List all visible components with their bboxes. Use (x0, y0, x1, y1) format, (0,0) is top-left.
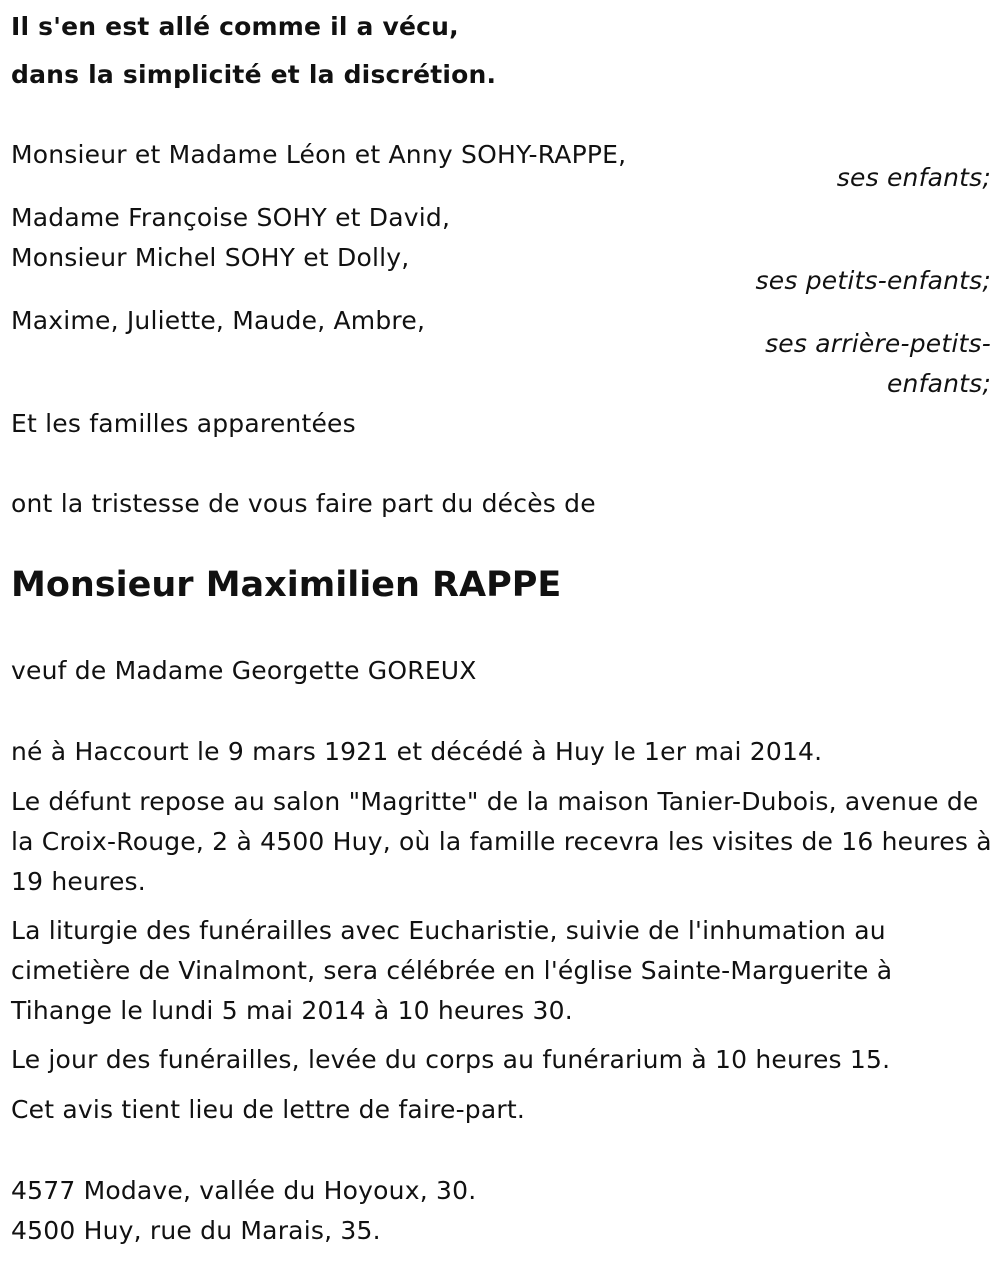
address-1: 4577 Modave, vallée du Hoyoux, 30. (11, 1176, 477, 1205)
great-grandchildren-role-line-2: enfants; (886, 369, 991, 398)
procession-info: Le jour des funérailles, levée du corps au funérarium à 10 heures 15. (11, 1045, 891, 1074)
deceased-name: Monsieur Maximilien RAPPE (11, 565, 562, 605)
notice-text: Cet avis tient lieu de lettre de faire-part. (11, 1095, 526, 1124)
children-names: Monsieur et Madame Léon et Anny SOHY-RAPPE, (11, 140, 627, 169)
related-families: Et les familles apparentées (11, 409, 356, 438)
children-role: ses enfants; (836, 163, 991, 192)
liturgy-paragraph: La liturgie des funérailles avec Eucharistie, suivie de l'inhumation au cimetière de Vinalmont, sera célébrée en l'église Sainte-Marguerite à Tihange le lundi 5 mai 2014 à 10 heures 30. (11, 916, 893, 1025)
great-grandchildren-names: Maxime, Juliette, Maude, Ambre, (11, 306, 426, 335)
widower-of: veuf de Madame Georgette GOREUX (11, 656, 477, 685)
birth-death-info: né à Haccourt le 9 mars 1921 et décédé à Huy le 1er mai 2014. (11, 737, 823, 766)
repose-paragraph: Le défunt repose au salon "Magritte" de la maison Tanier-Dubois, avenue de la Croix-Rouge, 2 à 4500 Huy, où la famille recevra les visites de 16 heures à 19 heures. (11, 787, 992, 896)
epigraph-line-1: Il s'en est allé comme il a vécu, (11, 12, 459, 41)
epigraph-line-2: dans la simplicité et la discrétion. (11, 60, 497, 89)
address-2: 4500 Huy, rue du Marais, 35. (11, 1216, 381, 1245)
announcement-intro: ont la tristesse de vous faire part du décès de (11, 489, 596, 518)
grandchild-name-2: Monsieur Michel SOHY et Dolly, (11, 243, 410, 272)
great-grandchildren-role-line-1: ses arrière-petits- (765, 329, 991, 358)
grandchild-name-1: Madame Françoise SOHY et David, (11, 203, 451, 232)
grandchildren-role: ses petits-enfants; (755, 266, 991, 295)
